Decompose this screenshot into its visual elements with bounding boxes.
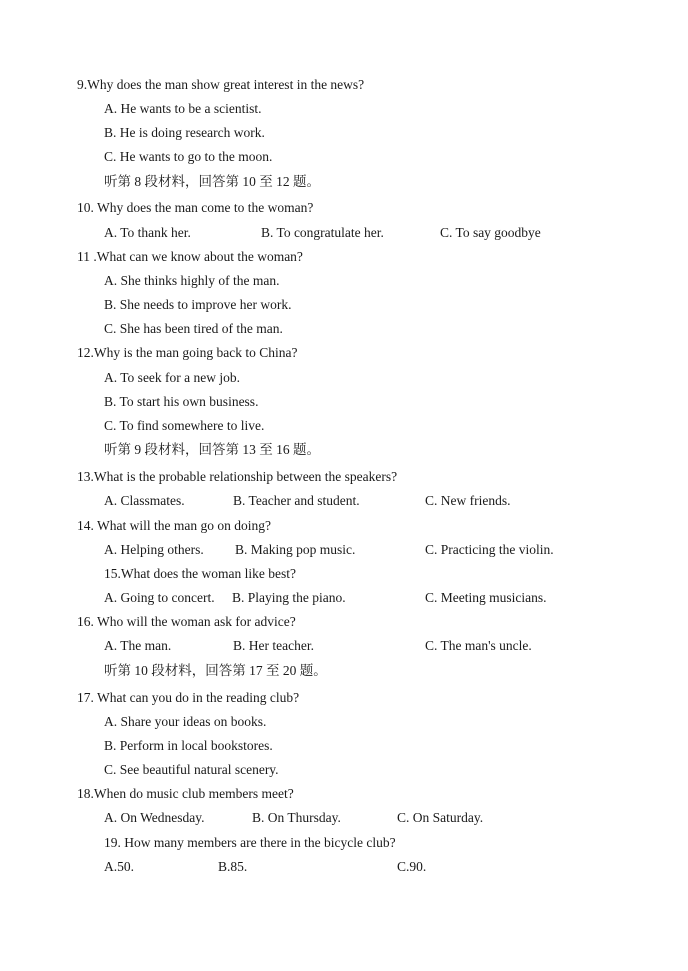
question-12-option-c: C. To find somewhere to live. [104,418,265,433]
question-17-option-b: B. Perform in local bookstores. [104,738,273,753]
question-18-stem: 18.When do music club members meet? [77,786,294,801]
question-19-option-a: A.50. [104,859,134,874]
question-17-option-a: A. Share your ideas on books. [104,714,267,729]
question-18-option-b: B. On Thursday. [252,810,341,825]
section-8-instruction: 听第 8 段材料，回答第 10 至 12 题。 [104,174,320,189]
question-18-option-c: C. On Saturday. [397,810,484,825]
question-10-stem: 10. Why does the man come to the woman? [77,200,314,215]
question-9-option-a: A. He wants to be a scientist. [104,101,262,116]
question-13-option-a: A. Classmates. [104,493,185,508]
question-17-stem: 17. What can you do in the reading club? [77,690,300,705]
question-9-option-b: B. He is doing research work. [104,125,265,140]
question-15-option-c: C. Meeting musicians. [425,590,547,605]
question-18-option-a: A. On Wednesday. [104,810,205,825]
question-19-stem: 19. How many members are there in the bicycle club? [104,835,396,850]
question-11-option-b: B. She needs to improve her work. [104,297,292,312]
question-14-stem: 14. What will the man go on doing? [77,518,271,533]
question-10-option-a: A. To thank her. [104,225,191,240]
question-16-option-a: A. The man. [104,638,172,653]
question-13-option-c: C. New friends. [425,493,511,508]
section-9-instruction: 听第 9 段材料，回答第 13 至 16 题。 [104,442,320,457]
question-14-option-c: C. Practicing the violin. [425,542,554,557]
section-10-instruction: 听第 10 段材料，回答第 17 至 20 题。 [104,663,327,678]
question-17-option-c: C. See beautiful natural scenery. [104,762,279,777]
question-11-option-a: A. She thinks highly of the man. [104,273,280,288]
question-15-option-b: B. Playing the piano. [232,590,346,605]
question-11-option-c: C. She has been tired of the man. [104,321,283,336]
question-19-option-c: C.90. [397,859,427,874]
question-9-stem: 9.Why does the man show great interest in the news? [77,77,365,92]
question-13-stem: 13.What is the probable relationship between the speakers? [77,469,398,484]
question-10-option-c: C. To say goodbye [440,225,541,240]
question-12-option-b: B. To start his own business. [104,394,259,409]
question-16-option-b: B. Her teacher. [233,638,314,653]
question-12-stem: 12.Why is the man going back to China? [77,345,298,360]
question-14-option-b: B. Making pop music. [235,542,356,557]
question-9-option-c: C. He wants to go to the moon. [104,149,273,164]
question-10-option-b: B. To congratulate her. [261,225,384,240]
question-13-option-b: B. Teacher and student. [233,493,360,508]
question-16-stem: 16. Who will the woman ask for advice? [77,614,296,629]
question-16-option-c: C. The man's uncle. [425,638,532,653]
question-12-option-a: A. To seek for a new job. [104,370,241,385]
question-11-stem: 11 .What can we know about the woman? [77,249,303,264]
question-15-option-a: A. Going to concert. [104,590,215,605]
question-15-stem: 15.What does the woman like best? [104,566,296,581]
question-14-option-a: A. Helping others. [104,542,204,557]
question-19-option-b: B.85. [218,859,248,874]
